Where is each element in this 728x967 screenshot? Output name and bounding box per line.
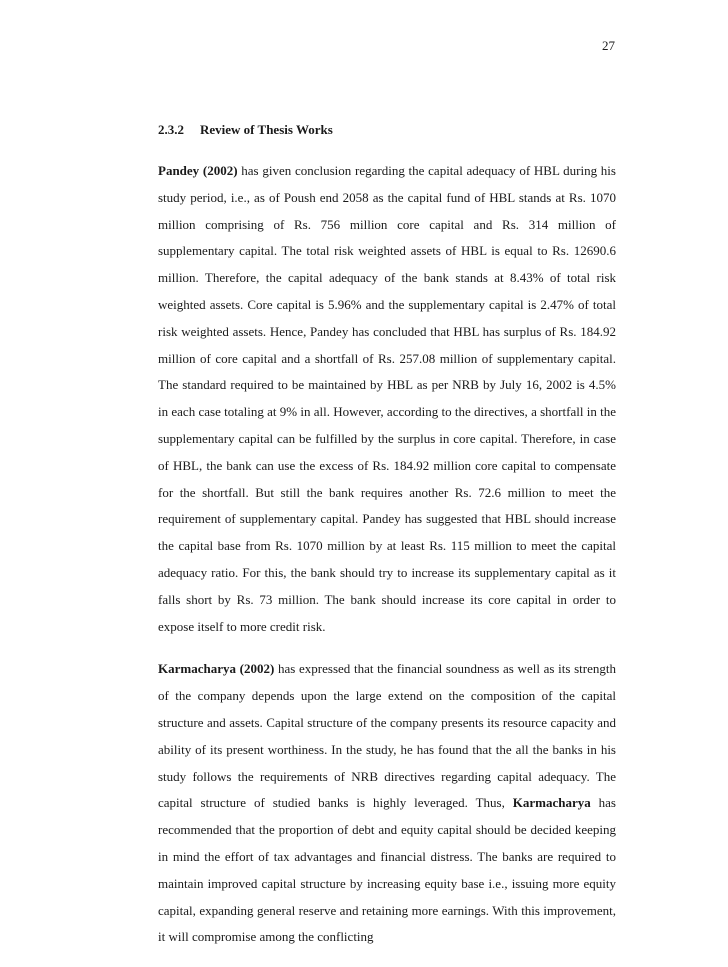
- author-citation-karmacharya: Karmacharya (2002): [158, 661, 275, 677]
- paragraph-pandey: [158, 158, 616, 640]
- section-number: 2.3.2: [158, 122, 184, 137]
- paragraph-karmacharya: [158, 656, 616, 951]
- section-title: Review of Thesis Works: [200, 122, 333, 137]
- author-citation-pandey: Pandey (2002): [158, 163, 238, 178]
- paragraph-text: has recommended that the proportion of debt and equity capital should be decided keeping in mind the effort of tax advantages and financial distress. The banks are required to maintain improved capital structure by increasing equity base i.e., issuing more equity capital, expanding general reserve and retaining more earnings. With this improvement, it will compromise among the conflicting: [158, 795, 616, 945]
- paragraph-text: has expressed that the financial soundness as well as its strength of the company depends upon the large extend on the composition of the capital structure and assets. Capital structure of the company presents its resource capacity and ability of its present worthiness. In the study, he has found that the all the banks in his study follows the requirements of NRB directives regarding capital adequacy. The capital structure of studied banks is highly leveraged. Thus,: [158, 661, 616, 811]
- page-content: [158, 120, 616, 967]
- author-name-bold: Karmacharya: [512, 795, 591, 811]
- page-number: 27: [602, 38, 615, 53]
- paragraph-text: has given conclusion regarding the capital adequacy of HBL during his study period, i.e., as of Poush end 2058 as the capital fund of HBL stands at Rs. 1070 million comprising of Rs. 756 million core capital and Rs. 314 million of supplementary capital. The total risk weighted assets of HBL is equal to Rs. 12690.6 million. Therefore, the capital adequacy of the bank stands at 8.43% of total risk weighted assets. Core capital is 5.96% and the supplementary capital is 2.47% of total risk weighted assets. Hence, Pandey has concluded that HBL has surplus of Rs. 184.92 million of core capital and a shortfall of Rs. 257.08 million of supplementary capital. The standard required to be maintained by HBL as per NRB by July 16, 2002 is 4.5% in each case totaling at 9% in all. However, according to the directives, a shortfall in the supplementary capital can be fulfilled by the surplus in core capital. Therefore, in case of HBL, the bank can use the excess of Rs. 184.92 million core capital to compensate for the shortfall. But still the bank requires another Rs. 72.6 million to meet the requirement of supplementary capital. Pandey has suggested that HBL should increase the capital base from Rs. 1070 million by at least Rs. 115 million to meet the capital adequacy ratio. For this, the bank should try to increase its supplementary capital as it falls short by Rs. 73 million. The bank should increase its core capital in order to expose itself to more credit risk.: [158, 163, 616, 634]
- section-heading: [158, 120, 616, 140]
